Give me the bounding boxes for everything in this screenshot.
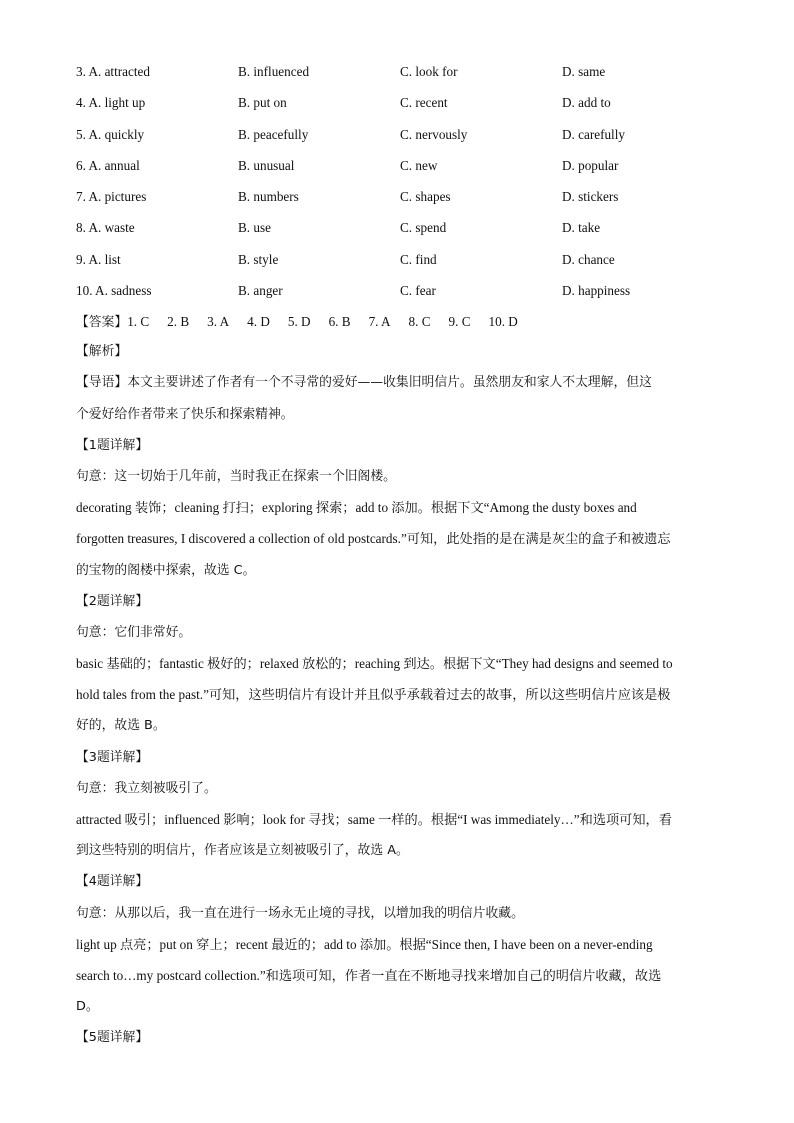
sentence-meaning: 句意：这一切始于几年前，当时我正在探索一个旧阁楼。 xyxy=(76,468,396,484)
answer-item: 2. B xyxy=(167,314,190,330)
option-b: B. influenced xyxy=(238,64,310,79)
option-a: 6. A. annual xyxy=(76,157,140,173)
sentence-meaning: 句意：从那以后，我一直在进行一场永无止境的寻找，以增加我的明信片收藏。 xyxy=(76,905,524,921)
option-a: 3. A. attracted xyxy=(76,64,150,79)
option-a: 10. A. sadness xyxy=(76,283,152,299)
option-row xyxy=(76,125,716,156)
explanation-line: 好的，故选 B。 xyxy=(76,718,166,734)
option-c: C. fear xyxy=(400,283,436,299)
option-c: C. shapes xyxy=(400,189,451,205)
option-row xyxy=(76,156,716,187)
document-page xyxy=(76,62,716,1060)
question-heading: 【5题详解】 xyxy=(76,1030,149,1046)
option-row xyxy=(76,187,716,218)
option-a: 4. A. light up xyxy=(76,95,146,111)
option-d: D. same xyxy=(562,64,606,79)
option-table xyxy=(76,62,716,312)
question-heading: 【2题详解】 xyxy=(76,593,149,609)
answer-item: 4. D xyxy=(247,314,270,330)
analysis-heading: 【解析】 xyxy=(76,344,128,360)
option-b: B. anger xyxy=(238,283,283,299)
option-row xyxy=(76,250,716,281)
intro-line: 【导语】本文主要讲述了作者有一个不寻常的爱好——收集旧明信片。虽然朋友和家人不太理解，但这 xyxy=(76,375,652,391)
option-b: B. unusual xyxy=(238,157,295,173)
answer-item: 3. A xyxy=(207,314,230,330)
option-d: D. popular xyxy=(562,157,619,173)
option-row xyxy=(76,93,716,124)
option-a: 5. A. quickly xyxy=(76,126,145,142)
option-c: C. recent xyxy=(400,95,448,111)
option-row xyxy=(76,62,716,93)
answer-label: 【答案】 xyxy=(76,315,128,331)
option-b: B. use xyxy=(238,220,271,236)
option-c: C. nervously xyxy=(400,126,468,142)
explanation-line: 的宝物的阁楼中探索，故选 C。 xyxy=(76,562,256,578)
option-a: 8. A. waste xyxy=(76,220,135,236)
answer-item: 10. D xyxy=(488,314,518,330)
option-c: C. spend xyxy=(400,220,447,236)
option-a: 7. A. pictures xyxy=(76,189,147,205)
explanation-line: decorating 装饰；cleaning 打扫；exploring 探索；add to 添加。根据下文“Among the dusty boxes and xyxy=(76,500,637,516)
option-c: C. new xyxy=(400,157,438,173)
answer-item: 1. C xyxy=(127,314,150,330)
explanation-line: D。 xyxy=(76,999,99,1015)
sentence-meaning: 句意：我立刻被吸引了。 xyxy=(76,780,217,796)
question-heading: 【1题详解】 xyxy=(76,437,149,453)
option-d: D. take xyxy=(562,220,601,236)
explanation-line: basic 基础的；fantastic 极好的；relaxed 放松的；reaching 到达。根据下文“They had designs and seemed to xyxy=(76,656,673,672)
option-b: B. numbers xyxy=(238,189,299,205)
option-b: B. put on xyxy=(238,95,287,111)
analysis-body xyxy=(76,373,716,1059)
answer-key xyxy=(76,312,716,342)
option-c: C. find xyxy=(400,251,437,267)
intro-line: 个爱好给作者带来了快乐和探索精神。 xyxy=(76,406,294,422)
option-d: D. stickers xyxy=(562,189,619,205)
option-b: B. style xyxy=(238,251,279,267)
explanation-line: hold tales from the past.”可知，这些明信片有设计并且似乎承载着过去的故事，所以这些明信片应该是极 xyxy=(76,687,671,703)
option-d: D. carefully xyxy=(562,126,625,142)
option-row xyxy=(76,281,716,312)
answer-item: 8. C xyxy=(408,314,431,330)
option-row xyxy=(76,218,716,249)
option-b: B. peacefully xyxy=(238,126,309,142)
option-a: 9. A. list xyxy=(76,251,121,267)
explanation-line: forgotten treasures, I discovered a collection of old postcards.”可知，此处指的是在满是灰尘的盒子和被遗忘 xyxy=(76,531,671,547)
option-d: D. chance xyxy=(562,251,615,267)
explanation-line: 到这些特别的明信片，作者应该是立刻被吸引了，故选 A。 xyxy=(76,843,409,859)
answer-item: 7. A xyxy=(368,314,391,330)
explanation-line: search to…my postcard collection.”和选项可知，作者一直在不断地寻找来增加自己的明信片收藏，故选 xyxy=(76,967,662,983)
explanation-line: attracted 吸引；influenced 影响；look for 寻找；same 一样的。根据“I was immediately…”和选项可知，看 xyxy=(76,812,672,827)
option-c: C. look for xyxy=(400,64,458,79)
question-heading: 【3题详解】 xyxy=(76,749,149,765)
answer-item: 9. C xyxy=(448,314,471,330)
option-d: D. add to xyxy=(562,95,611,111)
answer-item: 6. B xyxy=(328,314,351,330)
option-d: D. happiness xyxy=(562,283,631,299)
explanation-line: light up 点亮；put on 穿上；recent 最近的；add to 添加。根据“Since then, I have been on a never-ending xyxy=(76,936,653,952)
answer-item: 5. D xyxy=(287,314,311,330)
sentence-meaning: 句意：它们非常好。 xyxy=(76,624,192,640)
question-heading: 【4题详解】 xyxy=(76,874,149,890)
